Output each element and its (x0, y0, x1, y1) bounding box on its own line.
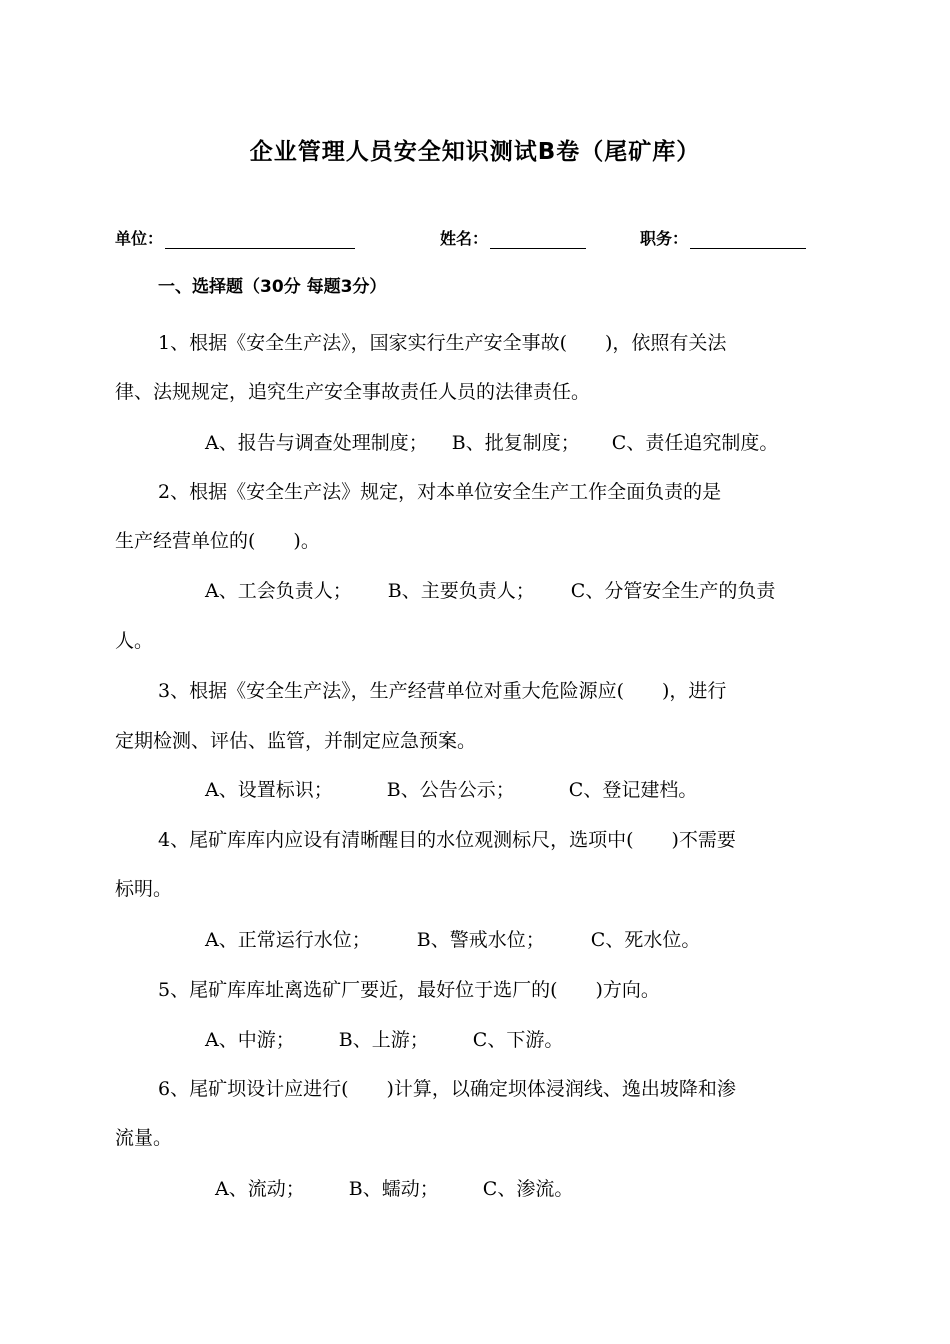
question-5-options (205, 1028, 563, 1053)
question-6-options (215, 1177, 573, 1202)
question-3-line-1: 3、根据《安全生产法》，生产经营单位对重大危险源应( )，进行 (158, 680, 727, 702)
question-4-options (205, 928, 700, 953)
question-6-line-2: 流量。 (115, 1127, 173, 1149)
unit-label: 单位： (115, 229, 164, 248)
question-1-option-c[interactable]: C、责任追究制度。 (611, 432, 779, 454)
question-3-options (205, 778, 697, 803)
question-6-option-c[interactable]: C、渗流。 (482, 1178, 574, 1200)
position-field (640, 226, 806, 249)
question-2-option-c-continued: 人。 (115, 630, 154, 652)
position-blank[interactable] (690, 230, 806, 249)
name-label: 姓名： (440, 229, 489, 248)
name-blank[interactable] (490, 230, 586, 249)
section-heading: 一、选择题（30分 每题3分） (158, 277, 387, 297)
unit-blank[interactable] (165, 230, 355, 249)
question-5-option-b[interactable]: B、上游； (338, 1029, 429, 1051)
question-3-option-c[interactable]: C、登记建档。 (568, 779, 698, 801)
question-3-option-a[interactable]: A、设置标识； (205, 779, 333, 801)
unit-field (115, 226, 355, 249)
question-2-line-2: 生产经营单位的( )。 (115, 530, 320, 552)
question-1-line-1: 1、根据《安全生产法》，国家实行生产安全事故( )，依照有关法 (158, 332, 727, 354)
question-1-line-2: 律、法规规定，追究生产安全事故责任人员的法律责任。 (115, 381, 591, 403)
question-1-option-a[interactable]: A、报告与调查处理制度； (205, 432, 428, 454)
question-4-option-c[interactable]: C、死水位。 (590, 929, 701, 951)
question-2-line-1: 2、根据《安全生产法》规定，对本单位安全生产工作全面负责的是 (158, 481, 722, 503)
question-4-line-2: 标明。 (115, 878, 173, 900)
question-4-line-1: 4、尾矿库库内应设有清晰醒目的水位观测标尺，选项中( )不需要 (158, 829, 736, 851)
document-title: 企业管理人员安全知识测试B卷（尾矿库） (249, 139, 701, 165)
question-1-option-b[interactable]: B、批复制度； (451, 432, 580, 454)
position-label: 职务： (640, 229, 689, 248)
question-2-option-c[interactable]: C、分管安全生产的负责 (570, 580, 776, 602)
question-3-line-2: 定期检测、评估、监管，并制定应急预案。 (115, 730, 477, 752)
question-5-line-1: 5、尾矿库库址离选矿厂要近，最好位于选厂的( )方向。 (158, 979, 660, 1001)
question-5-option-a[interactable]: A、中游； (205, 1029, 295, 1051)
question-1-options (205, 431, 778, 456)
question-4-option-b[interactable]: B、警戒水位； (416, 929, 545, 951)
question-6-option-a[interactable]: A、流动； (215, 1178, 305, 1200)
question-6-line-1: 6、尾矿坝设计应进行( )计算，以确定坝体浸润线、逸出坡降和渗 (158, 1078, 736, 1100)
question-5-option-c[interactable]: C、下游。 (472, 1029, 564, 1051)
question-6-option-b[interactable]: B、蠕动； (348, 1178, 439, 1200)
question-3-option-b[interactable]: B、公告公示； (386, 779, 515, 801)
question-2-option-b[interactable]: B、主要负责人； (387, 580, 535, 602)
question-2-options (205, 579, 775, 604)
question-4-option-a[interactable]: A、正常运行水位； (205, 929, 371, 951)
question-2-option-a[interactable]: A、工会负责人； (205, 580, 352, 602)
name-field (440, 226, 586, 249)
